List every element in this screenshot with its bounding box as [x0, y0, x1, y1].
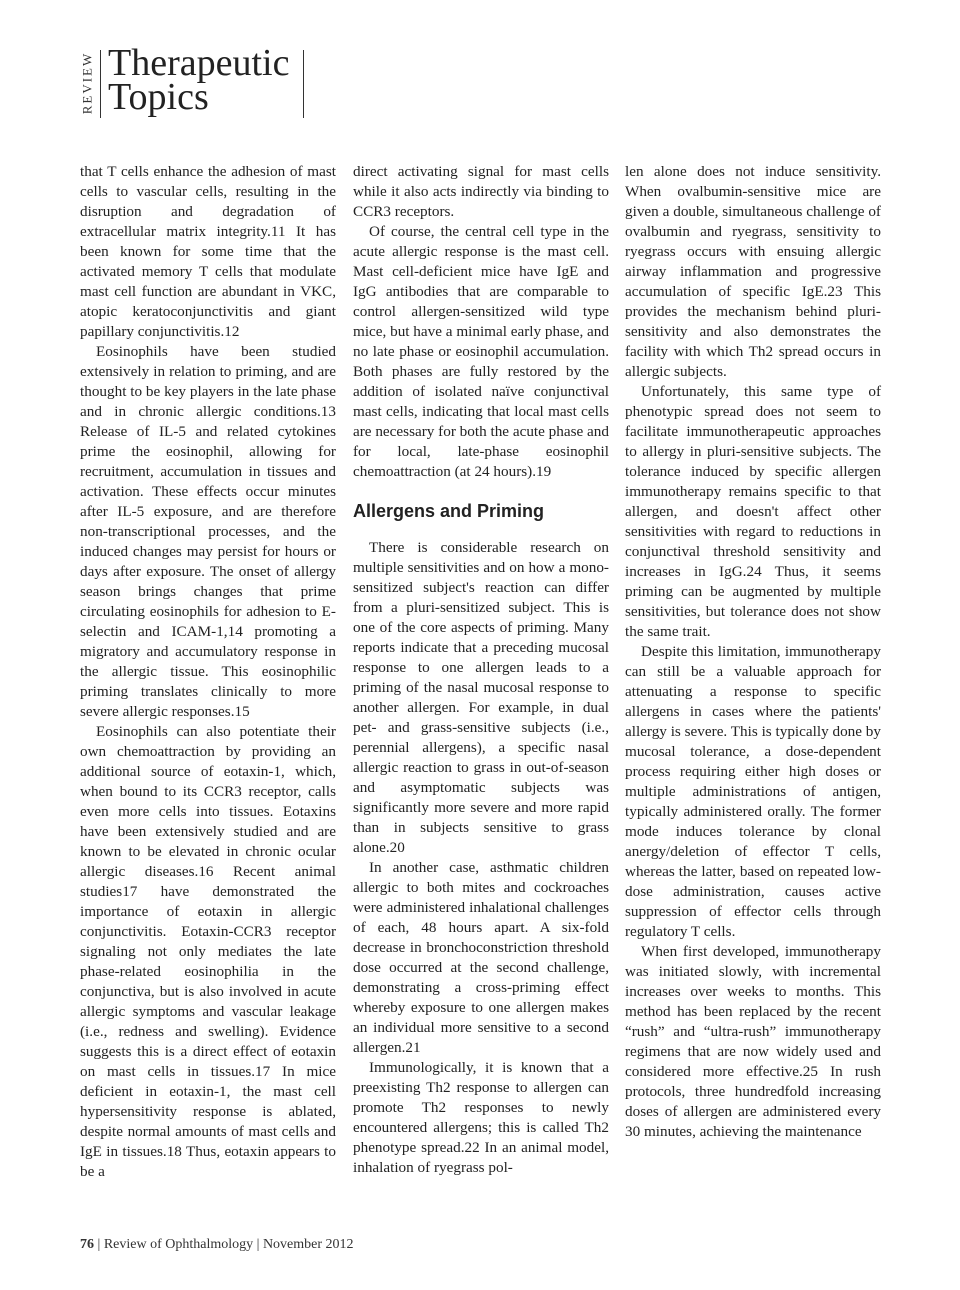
- header-rule-right: [303, 50, 304, 118]
- section-title-line2: Topics: [108, 76, 209, 118]
- journal-name: Review of Ophthalmology: [103, 1237, 254, 1252]
- section-title: [108, 42, 290, 118]
- subheading: Allergens and Priming: [353, 501, 545, 521]
- paragraph: Of course, the central cell type in the acute allergic response is the mast cell. Mast cell-deficient mice have IgE and IgG antibodies that are comparable to control allergen-sensitized wild type mice, but have a minimal early phase, and no late phase or eosinophil accumulation. Both phases are fully restored by the addition of isolated naïve conjunctival mast cells, indicating that local mast cells are necessary for both the acute phase and for local, late-phase eosinophil chemoattraction (at 24 hours).19: [353, 223, 609, 480]
- paragraph: When first developed, immunotherapy was initiated slowly, with incremental increases over weeks to months. This method has been replaced by the recent “rush” and “ultra-rush” immunotherapy regimens that are now widely used and considered more effective.25 In rush protocols, three hundredfold increasing doses of allergen are administered every 30 minutes, achieving the maintenance: [625, 943, 881, 1140]
- paragraph: Unfortunately, this same type of phenotypic spread does not seem to facilitate immunotherapeutic approaches to allergy in pluri-sensitive subjects. The tolerance induced by specific allergen immunotherapy remains specific to that allergen, and doesn't affect other sensitivities with regard to reductions in conjunctival threshold sensitivity and increases in IgG.24 Thus, it seems priming can be augmented by multiple sensitivities, but tolerance does not show the same trait.: [625, 383, 881, 640]
- paragraph: that T cells enhance the adhesion of mast cells to vascular cells, resulting in the disruption and degradation of extracellular matrix integrity.11 It has been known for some time that the activated memory T cells that modulate mast cell function are abundant in VKC, atopic keratoconjunctivitis and giant papillary conjunctivitis.12: [80, 163, 336, 340]
- page-number: 76: [80, 1237, 94, 1252]
- section-title-line1: Therapeutic: [108, 42, 290, 84]
- section-tag: [76, 46, 98, 120]
- paragraph: There is considerable research on multiple sensitivities and on how a mono-sensitized subject's reaction can differ from a pluri-sensitized subject. This is one of the core aspects of priming. Many reports indicate that a preceding mucosal response to one allergen leads to a priming of the nasal mucosal response to another allergen. For example, in dual pet- and grass-sensitive subjects (i.e., perennial allergens), a specific nasal allergic reaction to grass in out-of-season and asymptomatic subjects was significantly more severe and more rapid than in subjects sensitive to grass alone.20: [353, 539, 609, 856]
- column-1: [80, 162, 336, 1182]
- header-rule-left: [100, 50, 101, 118]
- paragraph: Eosinophils can also potentiate their own chemoattraction by providing an additional source of eotaxin-1, which, when bound to its CCR3 receptor, calls even more cells into tissues. Eotaxins have been extensively studied and are known to be elevated in chronic ocular allergic diseases.16 Recent animal studies17 have demonstrated the importance of eotaxin in allergic conjunctivitis. Eotaxin-CCR3 receptor signaling not only mediates the late phase-related eosinophilia in the conjunctiva, but is also involved in acute allergic symptoms and vascular leakage (i.e., redness and swelling). Evidence suggests this is a direct effect of eotaxin on mast cells in tissues.17 In mice deficient in eotaxin-1, the mast cell hypersensitivity response is ablated, despite normal amounts of mast cells and IgE in tissues.18 Thus, eotaxin appears to be a: [80, 723, 336, 1180]
- paragraph: len alone does not induce sensitivity. When ovalbumin-sensitive mice are given a double, simultaneous challenge of ovalbumin and ryegrass, sensitivity to ryegrass occurs with ensuing allergic airway inflammation and progressive accumulation of specific IgE.23 This provides the mechanism behind pluri-sensitivity and also demonstrates the facility with which Th2 spread occurs in allergic subjects.: [625, 163, 881, 380]
- paragraph: Despite this limitation, immunotherapy can still be a valuable approach for attenuating a response to specific allergens in cases where the patients' allergy is severe. This is typically done by mucosal tolerance, a dose-dependent process requiring either high doses or multiple administrations of antigen, typically administered orally. The former mode induces tolerance by clonal anergy/deletion of effector T cells, whereas the latter, based on repeated low-dose administration, causes active suppression of effector cells through regulatory T cells.: [625, 643, 881, 940]
- section-tag-text: REVIEW: [79, 51, 95, 115]
- footer-separator: |: [256, 1237, 260, 1252]
- paragraph: In another case, asthmatic children allergic to both mites and cockroaches were administered inhalational challenges of each, 48 hours apart. A six-fold decrease in bronchoconstriction threshold dose occurred at the second challenge, demonstrating a cross-priming effect whereby exposure to one allergen makes an individual more sensitive to a second allergen.21: [353, 859, 609, 1056]
- page-footer: [80, 1237, 354, 1253]
- paragraph: Immunologically, it is known that a preexisting Th2 response to allergen can promote Th2 responses to newly encountered allergens; this is called Th2 phenotype spread.22 In an animal model, inhalation of ryegrass pol-: [353, 1059, 609, 1176]
- column-3: [625, 162, 881, 1142]
- issue-date: November 2012: [262, 1237, 354, 1252]
- column-2: [353, 162, 609, 1178]
- paragraph: direct activating signal for mast cells while it also acts indirectly via binding to CCR3 receptors.: [353, 163, 609, 220]
- paragraph: Eosinophils have been studied extensively in relation to priming, and are thought to be key players in the late phase and in chronic allergic conditions.13 Release of IL-5 and related cytokines prime the eosinophil, allowing for recruitment, accumulation in tissues and activation. These effects occur minutes after IL-5 exposure, and are therefore non-transcriptional processes, and the induced changes may persist for hours or days after exposure. The onset of allergy season brings changes that prime circulating eosinophils for adhesion to E-selectin and ICAM-1,14 promoting a migratory and accumulatory response in the allergic tissue. This eosinophilic priming translates clinically to more severe allergic responses.15: [80, 343, 336, 720]
- footer-separator: |: [97, 1237, 101, 1252]
